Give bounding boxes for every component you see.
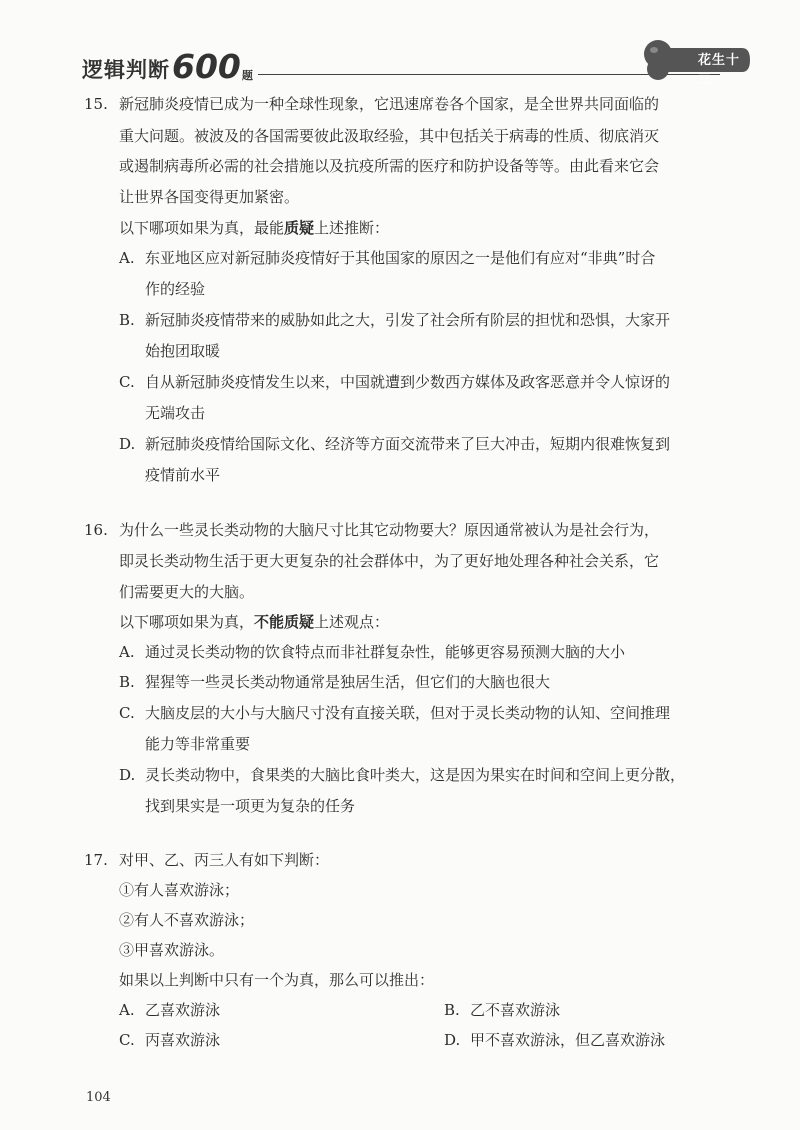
option-text: 甲不喜欢游泳，但乙喜欢游泳 [470, 1031, 666, 1049]
option-label: C. [119, 1031, 135, 1049]
question-prompt [119, 611, 389, 633]
question-stem-line: 为什么一些灵长类动物的大脑尺寸比其它动物要大？原因通常被认为是社会行为， [119, 521, 660, 539]
option-label: A. [119, 249, 135, 267]
prompt-keyword: 不能质疑 [254, 613, 315, 631]
option-text: 作的经验 [145, 280, 206, 298]
question-stem-line: 让世界各国变得更加紧密。 [119, 188, 300, 206]
question-prompt [119, 217, 389, 239]
option-text: 猩猩等一些灵长类动物通常是独居生活，但它们的大脑也很大 [145, 673, 551, 691]
question-prompt: 如果以上判断中只有一个为真，那么可以推出： [119, 971, 435, 989]
book-title-suffix: 题 [241, 69, 253, 82]
judgment-item: ①有人喜欢游泳； [119, 881, 240, 899]
option-text: 新冠肺炎疫情给国际文化、经济等方面交流带来了巨大冲击，短期内很难恢复到 [145, 435, 671, 453]
book-title-number: 600 [172, 47, 241, 86]
book-title-cn: 逻辑判断 [82, 58, 170, 82]
question-stem-line: 重大问题。被波及的各国需要彼此汲取经验，其中包括关于病毒的性质、彻底消灭 [119, 127, 660, 145]
question-stem-line: 新冠肺炎疫情已成为一种全球性现象，它迅速席卷各个国家，是全世界共同面临的 [119, 95, 660, 113]
page-number: 104 [86, 1090, 111, 1105]
publisher-logo [634, 38, 752, 87]
judgment-item: ②有人不喜欢游泳； [119, 911, 255, 929]
judgment-item: ③甲喜欢游泳。 [119, 941, 225, 959]
option-text: 灵长类动物中，食果类的大脑比食叶类大，这是因为果实在时间和空间上更分散， [145, 766, 686, 784]
book-title [82, 47, 253, 86]
prompt-text: 以下哪项如果为真， [119, 613, 255, 631]
option-label: D. [119, 435, 136, 453]
option-text: 新冠肺炎疫情带来的威胁如此之大，引发了社会所有阶层的担忧和恐惧，大家开 [145, 311, 671, 329]
prompt-keyword: 质疑 [284, 219, 315, 237]
option-text: 疫情前水平 [145, 466, 221, 484]
option-text: 东亚地区应对新冠肺炎疫情好于其他国家的原因之一是他们有应对“非典”时合 [145, 249, 656, 267]
prompt-text: 上述推断： [314, 219, 390, 237]
option-text: 丙喜欢游泳 [145, 1031, 221, 1049]
option-label: D. [119, 766, 136, 784]
option-label: A. [119, 1001, 135, 1019]
question-number: 17. [84, 851, 108, 869]
option-text: 乙不喜欢游泳 [470, 1001, 561, 1019]
option-label: A. [119, 643, 135, 661]
question-stem-line: 对甲、乙、丙三人有如下判断： [119, 851, 330, 869]
option-label: B. [119, 311, 135, 329]
option-text: 能力等非常重要 [145, 735, 251, 753]
question-stem-line: 即灵长类动物生活于更大更复杂的社会群体中，为了更好地处理各种社会关系，它 [119, 552, 660, 570]
option-text: 无端攻击 [145, 404, 206, 422]
option-text: 大脑皮层的大小与大脑尺寸没有直接关联，但对于灵长类动物的认知、空间推理 [145, 704, 671, 722]
option-text: 乙喜欢游泳 [145, 1001, 221, 1019]
option-text: 通过灵长类动物的饮食特点而非社群复杂性，能够更容易预测大脑的大小 [145, 643, 626, 661]
question-number: 15. [84, 95, 108, 113]
logo-text: 花生十三 [698, 53, 741, 87]
option-label: B. [119, 673, 135, 691]
question-stem-line: 或遏制病毒所必需的社会措施以及抗疫所需的医疗和防护设备等等。由此看来它会 [119, 157, 660, 175]
question-number: 16. [84, 521, 108, 539]
option-label: B. [444, 1001, 460, 1019]
prompt-text: 以下哪项如果为真，最能 [119, 219, 285, 237]
option-label: C. [119, 373, 135, 391]
prompt-text: 上述观点： [314, 613, 390, 631]
option-label: D. [444, 1031, 461, 1049]
option-label: C. [119, 704, 135, 722]
option-text: 自从新冠肺炎疫情发生以来，中国就遭到少数西方媒体及政客恶意并令人惊讶的 [145, 373, 671, 391]
option-text: 找到果实是一项更为复杂的任务 [145, 797, 356, 815]
question-stem-line: 们需要更大的大脑。 [119, 583, 255, 601]
option-text: 始抱团取暖 [145, 342, 221, 360]
page-header [82, 38, 752, 88]
